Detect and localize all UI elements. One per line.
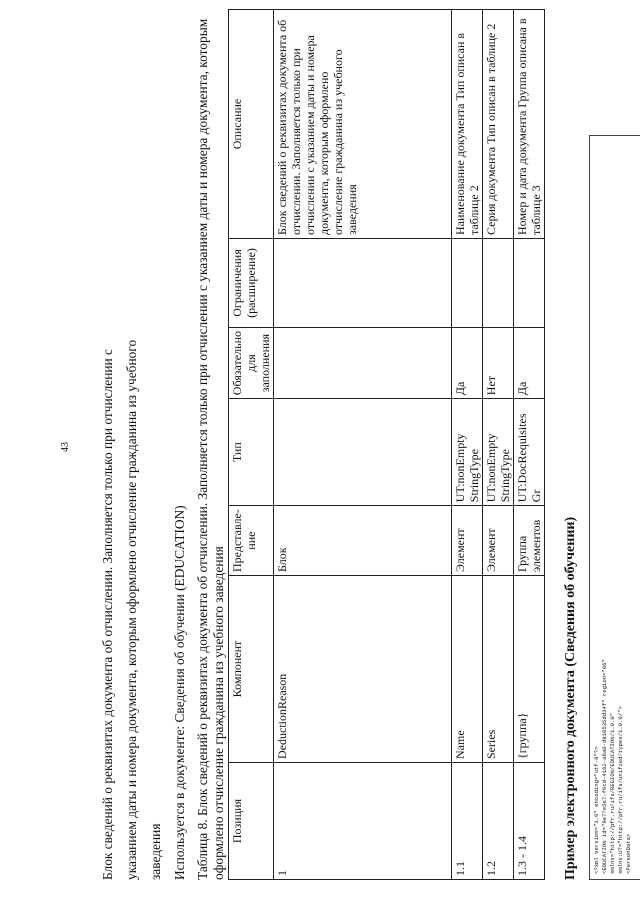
code-line: <EDUCATION id="9e77e5e7-f6cd-4162-a6a0-d816535dd34f" region="66" (601, 659, 608, 874)
cell-restrictions (452, 238, 483, 327)
code-line: <?xml version="1.0" encoding="utf-8"?> (593, 746, 600, 874)
xml-code-box (589, 135, 640, 880)
page-number: 43 (60, 442, 71, 452)
cell-type (274, 399, 452, 506)
column-header: Ограничения (расширение) (229, 238, 274, 327)
example-title: Пример электронного документа (Сведения об обучении) (563, 516, 578, 880)
cell-representation: Элемент (483, 506, 514, 576)
cell-required: Да (514, 327, 545, 398)
code-line: xmlns:UT="http://pfr.ru/ifs/unified/types/1.0.0/"> (617, 706, 624, 874)
cell-required (274, 327, 452, 398)
column-header: Компонент (229, 576, 274, 763)
cell-type: UT:DocRequisites Gr (514, 399, 545, 506)
intro-paragraph: Блок сведений о реквизитах документа об отчислении. Заполняется только при отчислении с указанием даты и номера документа, которым оформлено отчисление гражданина из учебного заведения (100, 339, 163, 880)
cell-restrictions (274, 238, 452, 327)
cell-required: Да (452, 327, 483, 398)
cell-required: Нет (483, 327, 514, 398)
column-header: Тип (229, 399, 274, 506)
cell-type: UT:nonEmpty StringType (452, 399, 483, 506)
table-row (483, 9, 514, 879)
cell-description: Серия документа Тип описан в таблице 2 (483, 9, 514, 238)
table-row (514, 9, 545, 879)
code-line: xmlns="http://pfr.ru/ifs/REGION/EDUCATION/1.0.0" (609, 712, 616, 874)
requisites-table (228, 9, 545, 880)
cell-description: Наименование документа Тип описан в таблице 2 (452, 9, 483, 238)
cell-position: 1.2 (483, 763, 514, 880)
table-header-row (229, 9, 274, 879)
code-line: <PersonData> (625, 833, 632, 874)
table-row (452, 9, 483, 879)
column-header: Описание (229, 9, 274, 238)
cell-component: {группа} (514, 576, 545, 763)
cell-representation: Элемент (452, 506, 483, 576)
cell-type: UT:nonEmpty StringType (483, 399, 514, 506)
column-header: Обязательно для заполнения (229, 327, 274, 398)
cell-restrictions (514, 238, 545, 327)
cell-description: Блок сведений о реквизитах документа об отчислении. Заполняется только при отчислении с указанием даты и номера документа, которым оформлено отчисление гражданина из учебного заведения (274, 9, 452, 238)
cell-position: 1.3 - 1.4 (514, 763, 545, 880)
used-in-line: Используется в документе: Сведения об обучении (EDUCATION) (172, 505, 187, 880)
cell-description: Номер и дата документа Группа описана в таблице 3 (514, 9, 545, 238)
cell-representation: Блок (274, 506, 452, 576)
cell-component: DeductionReason (274, 576, 452, 763)
cell-position: 1 (274, 763, 452, 880)
cell-component: Series (483, 576, 514, 763)
cell-restrictions (483, 238, 514, 327)
cell-representation: Группа элементов (514, 506, 545, 576)
cell-component: Name (452, 576, 483, 763)
cell-position: 1.1 (452, 763, 483, 880)
column-header: Представле-ние (229, 506, 274, 576)
table-row (274, 9, 452, 879)
rotated-content (96, 0, 640, 880)
column-header: Позиция (229, 763, 274, 880)
table-caption: Таблица 8. Блок сведений о реквизитах документа об отчислении. Заполняется только при отчислении с указанием даты и номера документа, которым оформлено отчисление гражданина из учебного заведения (195, 18, 226, 880)
